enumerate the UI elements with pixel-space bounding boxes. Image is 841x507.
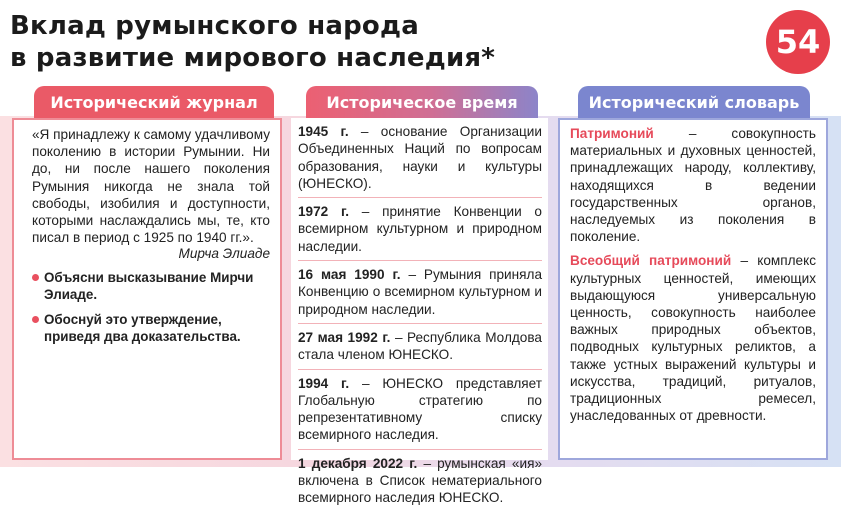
timeline-event (298, 329, 542, 364)
tab-historical-time: Историческое время (306, 86, 538, 118)
divider (298, 369, 542, 370)
dictionary-term: Патримоний (570, 126, 654, 141)
page-number-badge: 54 (766, 10, 830, 74)
event-text: – ЮНЕСКО представляет Глобальную стратегию по репрезентативному списку всемирного наследия. (298, 375, 542, 443)
timeline-card (291, 118, 548, 506)
eliade-quote: «Я принадлежу к самому удачливому поколению в истории Румынии. Ни до, ни после нашего поколения Румыния никогда не знала той свободы, изобилия и доступности, которыми наслаждались мы, те, кто писал в период с 1925 по 1940 гг.». (32, 127, 270, 246)
page-title (10, 10, 495, 74)
event-date: 16 мая 1990 г. (298, 267, 401, 283)
bullet-icon (32, 316, 39, 323)
event-text: – Республика Молдова стала членом ЮНЕСКО. (298, 329, 542, 363)
tab-historical-journal: Исторический журнал (34, 86, 274, 118)
page-title-line-1: Вклад румынского народа (10, 11, 419, 41)
event-text: – принятие Конвенции о всемирном культурном и природном наследии. (298, 204, 542, 254)
timeline-event (298, 375, 542, 444)
quote-author: Мирча Элиаде (178, 246, 270, 262)
page-title-line-2: в развитие мирового наследия* (10, 43, 496, 73)
timeline-event (298, 203, 542, 255)
event-text: – основание Организации Объединенных Наций по вопросам образования, науки и культуры (ЮНЕСКО). (298, 124, 542, 191)
dictionary-entry (570, 125, 816, 245)
divider (298, 449, 542, 450)
divider (298, 197, 542, 198)
dictionary-term: Всеобщий патримоний (570, 253, 732, 269)
timeline-event (298, 123, 542, 192)
bullet-icon (32, 274, 39, 281)
event-date: 1994 г. (298, 375, 350, 391)
timeline-event (298, 266, 542, 318)
divider (298, 323, 542, 324)
task-item (32, 269, 270, 303)
divider (298, 260, 542, 261)
event-date: 1 декабря 2022 г. (298, 455, 418, 471)
tab-historical-dictionary: Исторический словарь (578, 86, 810, 118)
dictionary-definition: – совокупность материальных и духовных ценностей, принадлежащих народу, коллективу, находящихся в ведении государственных органов, наследуемых из поколения в поколение. (570, 126, 816, 245)
event-date: 1945 г. (298, 124, 349, 139)
event-text: – румынская «ия» включена в Список нематериального всемирного наследия ЮНЕСКО. (298, 455, 543, 506)
dictionary-entry (570, 252, 816, 424)
event-date: 1972 г. (298, 204, 350, 220)
dictionary-card (558, 118, 828, 460)
event-text: – Румыния приняла Конвенцию о всемирном культурном и природном наследии. (298, 267, 542, 317)
event-date: 27 мая 1992 г. (298, 329, 391, 345)
task-text: Объясни высказывание Мирчи Элиаде. (44, 270, 254, 303)
task-item (32, 311, 270, 345)
dictionary-definition: – комплекс культурных ценностей, имеющих выдающуюся универсальную ценность, совокупность наиболее важных природных объектов, подводных культурных реликтов, а также устных выражений культуры и искусства, традиций, ритуалов, традиционных ремесел, унаследованных от древности. (570, 253, 816, 424)
task-text: Обоснуй это утверждение, приведя два доказательства. (44, 312, 241, 345)
timeline-event (298, 455, 542, 507)
journal-card (12, 118, 282, 460)
